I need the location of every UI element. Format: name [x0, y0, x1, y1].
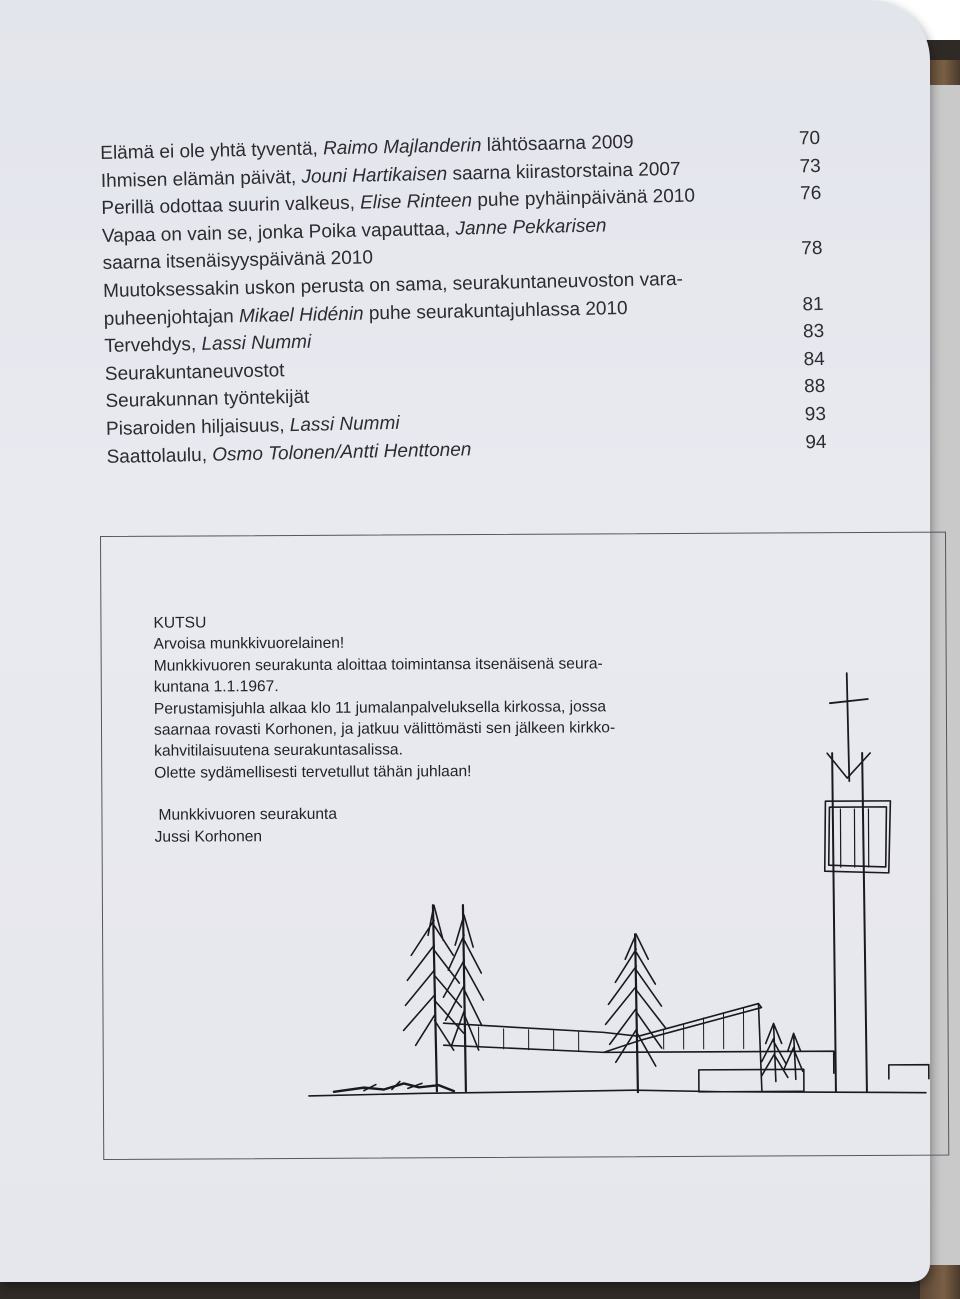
toc-title-text: puhe seurakuntajuhlassa 2010	[363, 297, 628, 325]
toc-title-text: puheenjohtajan	[103, 305, 240, 330]
toc-author-name: Raimo Majlanderin	[322, 135, 482, 160]
toc-author-name: Mikael Hidénin	[238, 303, 364, 327]
invitation-greeting: Arvoisa munkkivuorelainen!	[153, 635, 345, 654]
toc-page-number: 83	[802, 321, 825, 343]
toc-author-name: Lassi Nummi	[201, 331, 312, 356]
toc-title-text: saarna kiirastorstaina 2007	[446, 158, 681, 185]
toc-title-text: Seurakuntaneuvostot	[104, 359, 285, 385]
invitation-body-line: Munkkivuoren seurakunta aloittaa toimintansa itsenäisenä seura-	[153, 655, 603, 675]
signature-name: Jussi Korhonen	[154, 827, 263, 846]
toc-author-name: Lassi Nummi	[289, 412, 400, 437]
invitation-heading: KUTSU	[153, 614, 207, 632]
toc-title-text: Ihmisen elämän päivät,	[100, 166, 302, 192]
table-of-contents	[100, 125, 827, 471]
toc-title-text: puhe pyhäinpäivänä 2010	[471, 185, 696, 212]
toc-title-text: Muutoksessakin uskon perusta on sama, seurakuntaneuvoston vara-	[102, 268, 684, 302]
toc-title-text: Perillä odottaa suurin valkeus,	[101, 192, 361, 220]
toc-page-number: 88	[803, 376, 826, 398]
toc-page-number: 78	[801, 238, 823, 260]
church-sketch-icon	[301, 603, 944, 1146]
toc-title-text: saarna itsenäisyyspäivänä 2010	[102, 247, 374, 275]
invitation-body-line: Perustamisjuhla alkaa klo 11 jumalanpalveluksella kirkossa, jossa	[153, 697, 607, 718]
signature-organization: Munkkivuoren seurakunta	[158, 806, 338, 824]
invitation-body-line: kuntana 1.1.1967.	[153, 678, 279, 696]
toc-page-number: 93	[804, 403, 827, 426]
toc-title-text: Pisaroiden hiljaisuus,	[105, 415, 291, 440]
invitation-body-line: kahvitilaisuutena seurakuntasalissa.	[154, 741, 403, 761]
toc-title-text: Seurakunnan työntekijät	[105, 387, 310, 413]
toc-page-number: 84	[803, 348, 825, 371]
toc-title-text: Elämä ei ole yhtä tyventä,	[100, 138, 324, 164]
toc-author-name: Janne Pekkarisen	[455, 215, 607, 240]
toc-title-text: Tervehdys,	[104, 334, 202, 358]
toc-author-name: Elise Rinteen	[359, 190, 473, 214]
toc-page-number: 76	[799, 183, 822, 205]
invitation-body-line: Olette sydämellisesti tervetullut tähän juhlaan!	[154, 762, 472, 782]
toc-title-text: Vapaa on vain se, jonka Poika vapauttaa,	[101, 218, 456, 247]
toc-author-name: Osmo Tolonen/Antti Henttonen	[212, 438, 472, 466]
invitation-box	[100, 532, 949, 1160]
invitation-body-line: saarnaa rovasti Korhonen, ja jatkuu välittömästi sen jälkeen kirkko-	[153, 719, 616, 739]
toc-page-number: 81	[802, 293, 824, 315]
toc-title-text: lähtösaarna 2009	[481, 131, 634, 157]
toc-title-text: Saattolaulu,	[106, 444, 213, 468]
toc-author-name: Jouni Hartikaisen	[301, 163, 448, 188]
toc-page-number: 70	[798, 127, 821, 150]
toc-page-number: 73	[799, 155, 821, 177]
toc-page-number: 94	[805, 431, 827, 453]
